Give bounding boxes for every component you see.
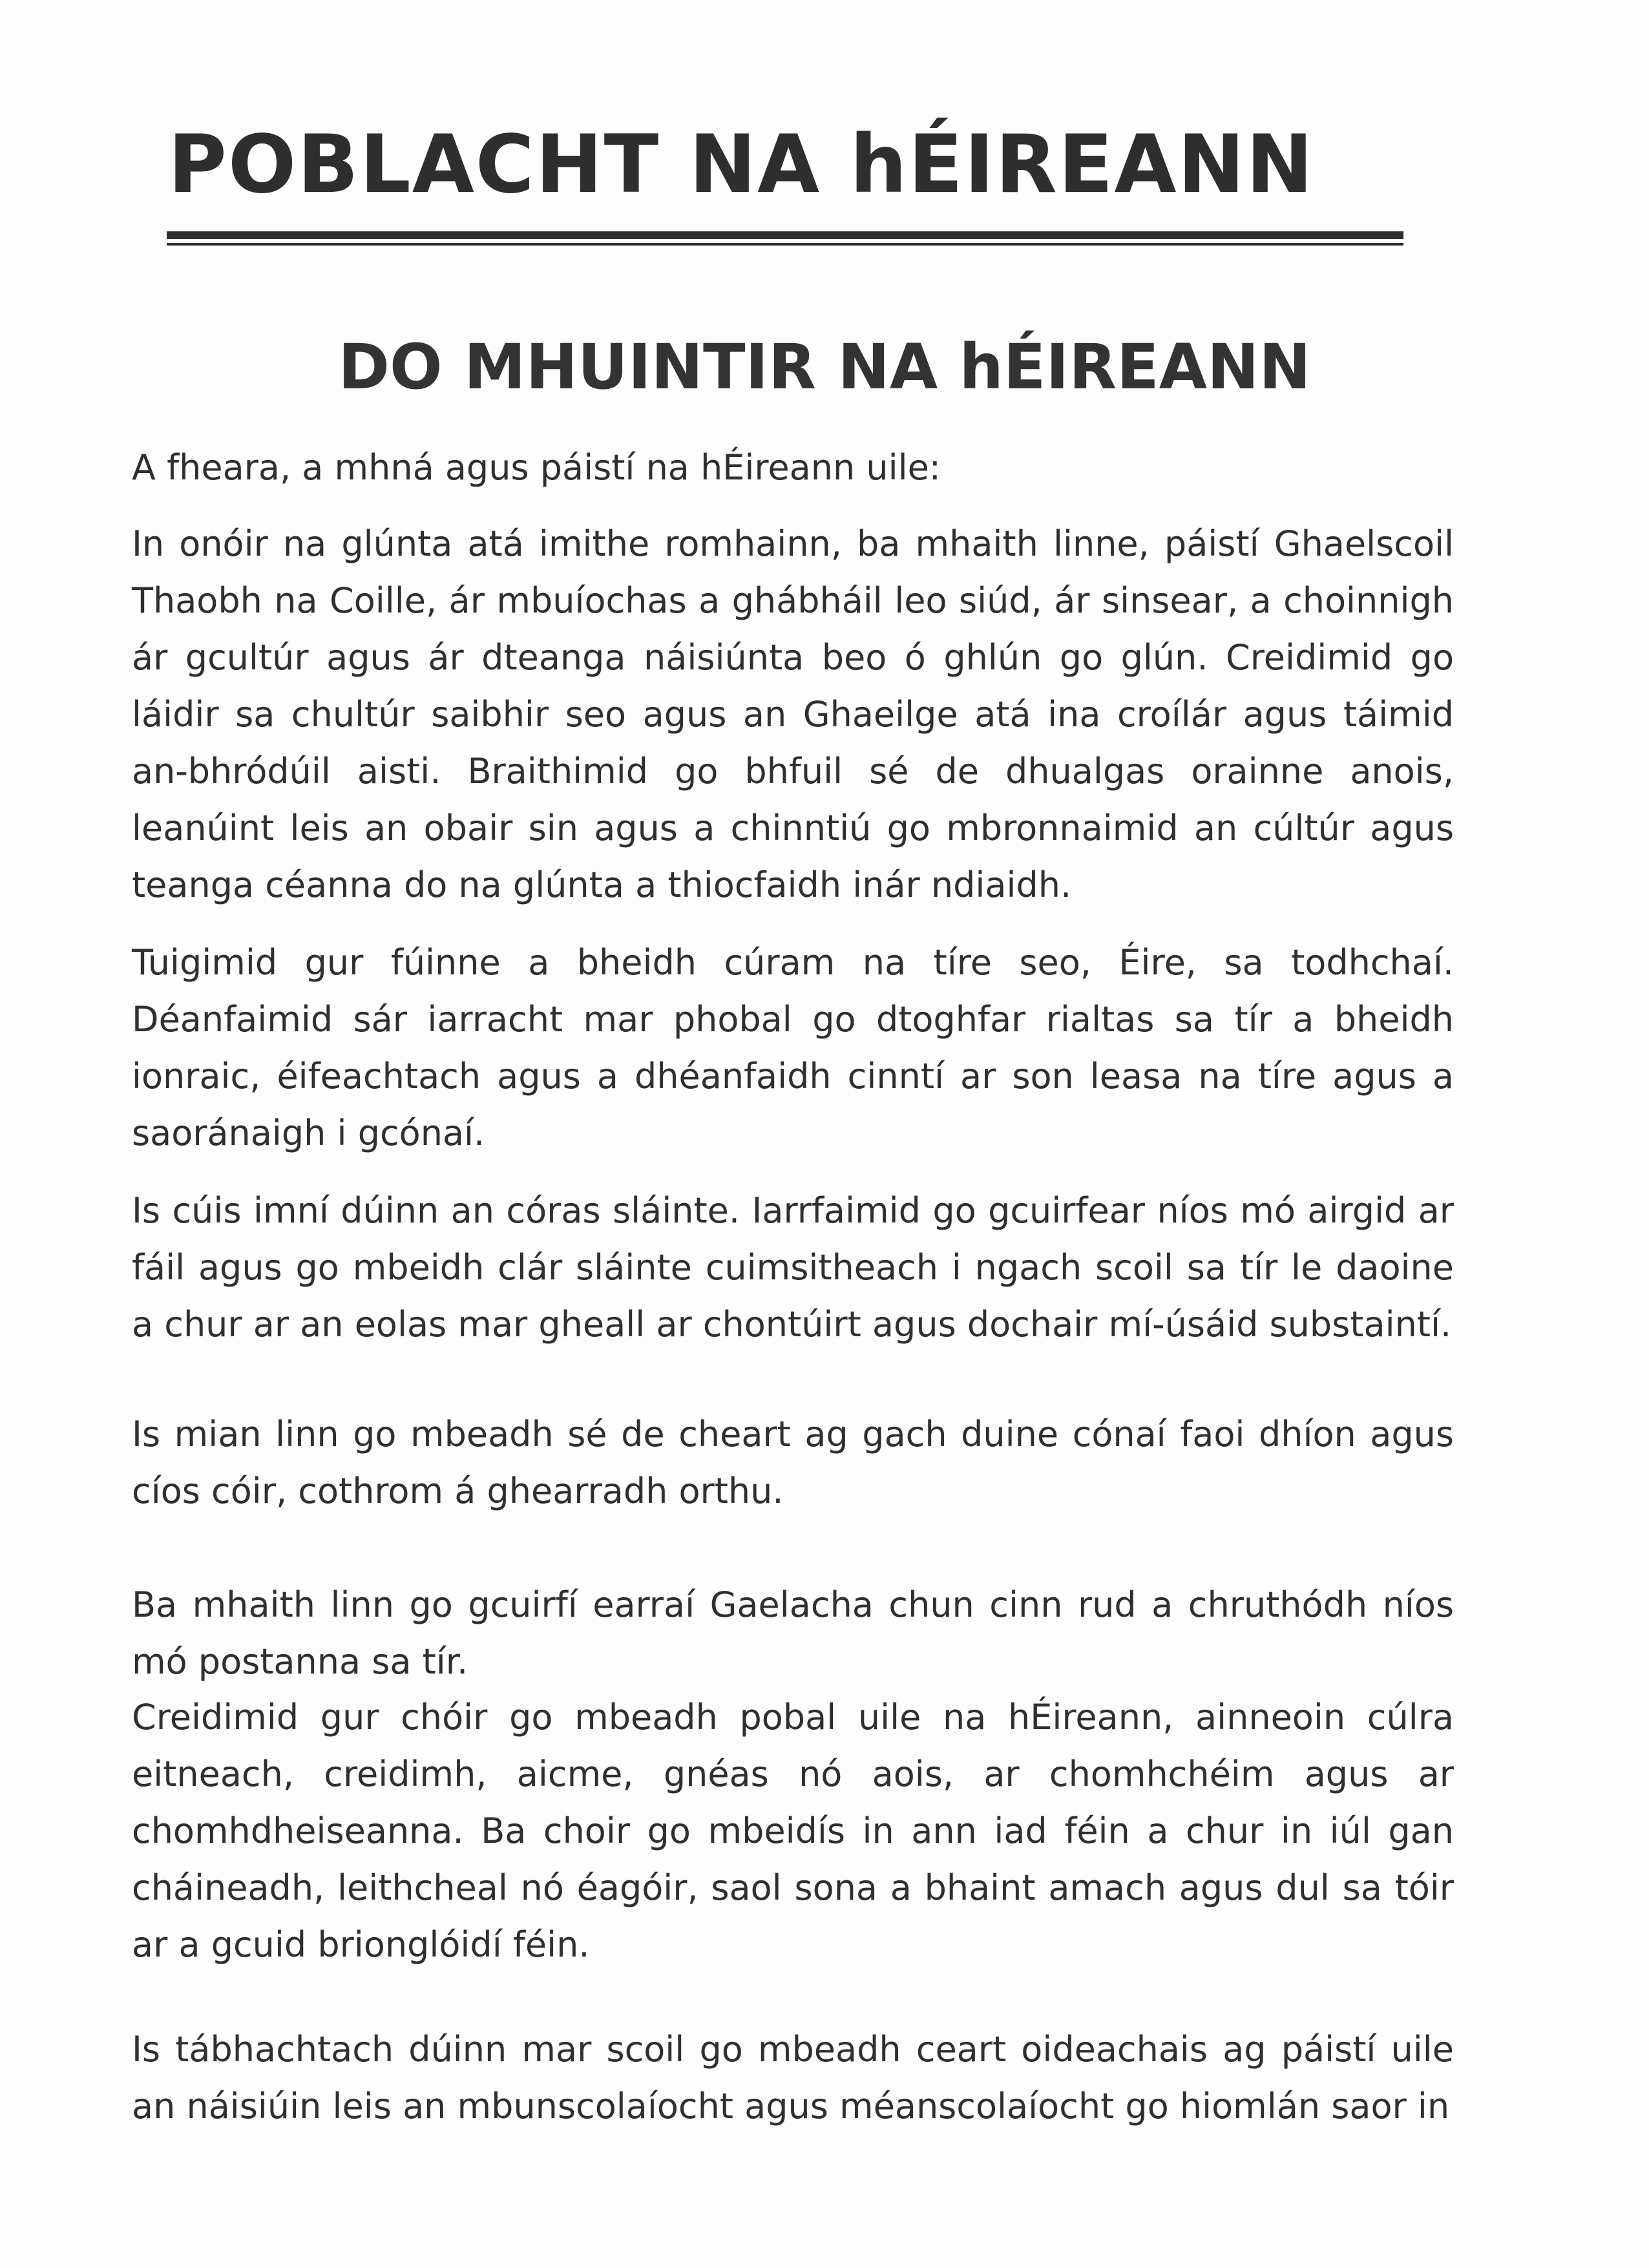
title-underline-thin <box>167 243 1403 246</box>
paragraph-government: Tuigimid gur fúinne a bheidh cúram na tíre seo, Éire, sa todhchaí. Déanfaimid sár iarracht mar phobal go dtoghfar rialtas sa tír a bheidh ionraic, éifeachtach agus a dhéanfaidh cinntí ar son leasa na tíre agus a saoránaigh i gcónaí. <box>132 942 1454 1153</box>
document-subtitle: DO MHUINTIR NA hÉIREANN <box>338 331 1311 403</box>
paragraph-equality: Creidimid gur chóir go mbeadh pobal uile na hÉireann, ainneoin cúlra eitneach, creidimh, aicme, gnéas nó aois, ar chomhchéim agus ar chomhdheiseanna. Ba choir go mbeidís in ann iad féin a chur in iúl gan cháineadh, leithcheal nó éagóir, saol sona a bhaint amach agus dul sa tóir ar a gcuid brionglóidí féin. <box>132 1697 1454 1965</box>
title-underline-thick <box>167 231 1403 239</box>
salutation: A fheara, a mhná agus páistí na hÉireann uile: <box>132 447 941 488</box>
paragraph-education: Is tábhachtach dúinn mar scoil go mbeadh ceart oideachais ag páistí uile an náisiúin leis an mbunscolaíocht agus méanscolaíocht go hiomlán saor in <box>132 2029 1454 2126</box>
paragraph-housing: Is mian linn go mbeadh sé de cheart ag gach duine cónaí faoi dhíon agus cíos cóir, cothrom á ghearradh orthu. <box>132 1414 1454 1511</box>
paragraph-heritage: In onóir na glúnta atá imithe romhainn, ba mhaith linne, páistí Ghaelscoil Thaobh na Coille, ár mbuíochas a ghábháil leo siúd, ár sinsear, a choinnigh ár gcultúr agus ár dteanga náisiúnta beo ó ghlún go glún. Creidimid go láidir sa chultúr saibhir seo agus an Ghaeilge atá ina croílár agus táimid an-bhródúil aisti. Braithimid go bhfuil sé de dhualgas orainne anois, leanúint leis an obair sin agus a chinntiú go mbronnaimid an cúltúr agus teanga céanna do na glúnta a thiocfaidh inár ndiaidh. <box>132 523 1454 905</box>
paragraph-irish-goods: Ba mhaith linn go gcuirfí earraí Gaelacha chun cinn rud a chruthódh níos mó postanna sa tír. <box>132 1584 1454 1682</box>
document-title: POBLACHT NA hÉIREANN <box>168 118 1315 211</box>
paragraph-health: Is cúis imní dúinn an córas sláinte. Iarrfaimid go gcuirfear níos mó airgid ar fáil agus go mbeidh clár sláinte cuimsitheach i ngach scoil sa tír le daoine a chur ar an eolas mar gheall ar chontúirt agus dochair mí-úsáid substaintí. <box>132 1190 1454 1345</box>
